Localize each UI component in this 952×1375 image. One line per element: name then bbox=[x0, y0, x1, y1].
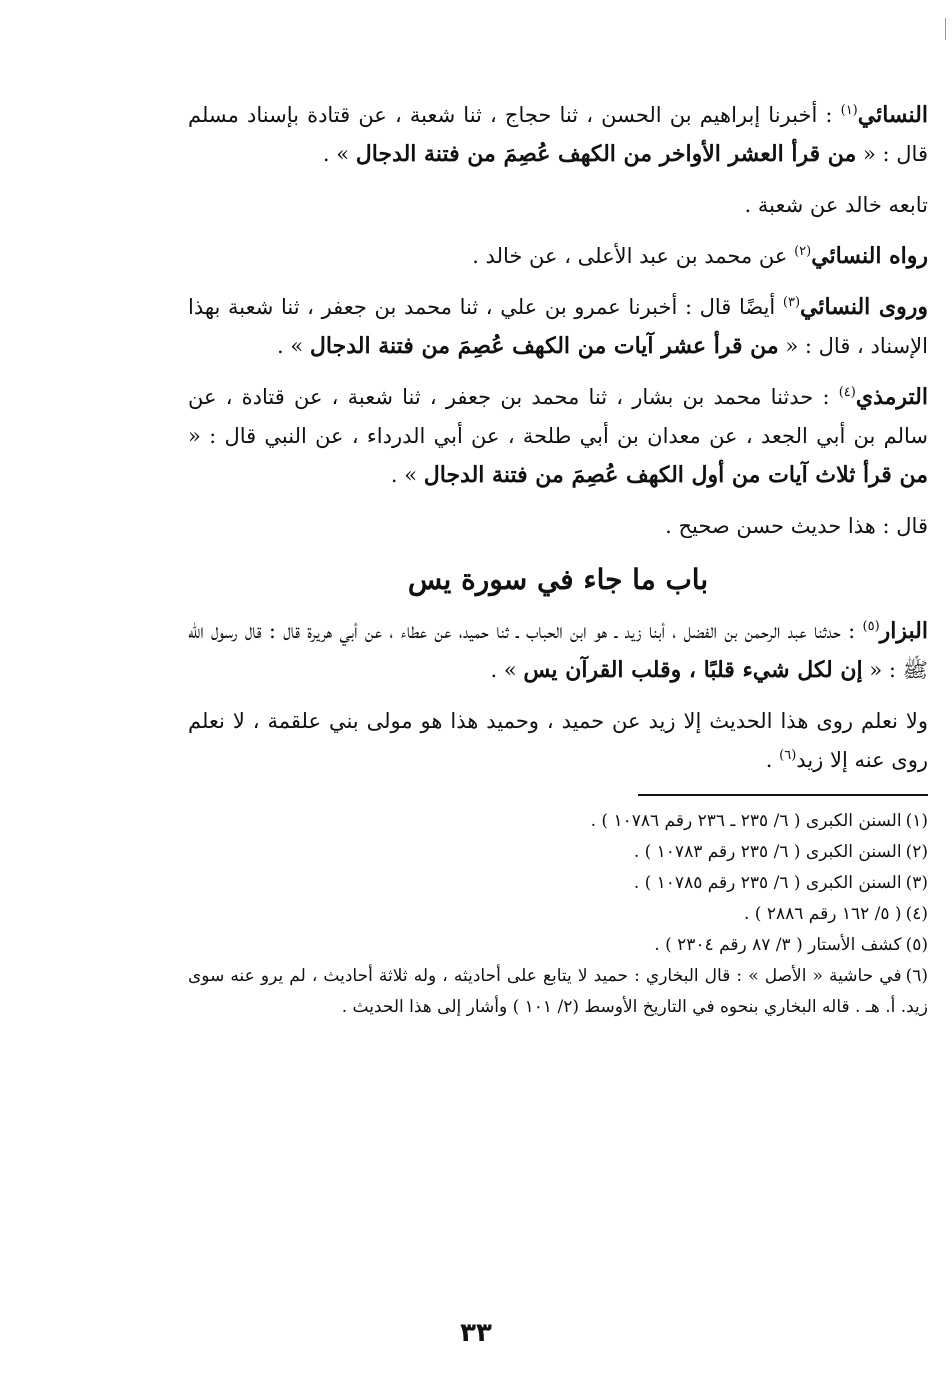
text-run: » . bbox=[322, 142, 356, 166]
paragraph-bazzar bbox=[188, 612, 928, 690]
footnote-ref: (٦) bbox=[779, 748, 797, 763]
bold-text: إن لكل شيء قلبًا ، وقلب القرآن يس bbox=[523, 657, 863, 683]
footnote-item bbox=[188, 899, 928, 930]
bold-text: رواه النسائي bbox=[811, 243, 928, 269]
bold-text: من قرأ ثلاث آيات من أول الكهف عُصِمَ من فتنة الدجال bbox=[423, 462, 928, 488]
bold-text: وروى النسائي bbox=[800, 294, 928, 320]
footnote-number: (٣) bbox=[905, 873, 928, 893]
footnote-item bbox=[188, 868, 928, 899]
footnote-item bbox=[188, 961, 928, 1023]
page-edge-mark bbox=[942, 18, 946, 40]
page-number: ٣٣ bbox=[460, 1318, 492, 1348]
text-run: تابعه خالد عن شعبة . bbox=[744, 193, 928, 217]
text-run: قال : هذا حديث حسن صحيح . bbox=[665, 514, 928, 538]
footnote-item bbox=[188, 930, 928, 961]
paragraph-qala-hasan bbox=[188, 507, 928, 546]
text-run: . bbox=[765, 748, 780, 772]
footnote-ref: (٥) bbox=[862, 619, 880, 634]
paragraph-nasai-1 bbox=[188, 96, 928, 174]
bold-text: من قرأ عشر آيات من الكهف عُصِمَ من فتنة الدجال bbox=[309, 333, 779, 359]
text-run: » . bbox=[490, 658, 524, 682]
bold-text: من قرأ العشر الأواخر من الكهف عُصِمَ من فتنة الدجال bbox=[355, 141, 857, 167]
text-run: أيضًا قال : أخبرنا عمرو بن علي ، ثنا محمد بن جعفر ، ثنا شعبة بهذا الإسناد ، قال : « bbox=[188, 295, 928, 358]
paragraph-tirmidhi bbox=[188, 378, 928, 495]
footnote-ref: (١) bbox=[840, 103, 858, 118]
paragraph-rawa-nasai bbox=[188, 288, 928, 366]
text-run: : حدثنا محمد بن بشار ، ثنا محمد بن جعفر ، ثنا شعبة ، عن قتادة ، عن سالم بن أبي الجعد ، عن معدان بن أبي طلحة ، عن أبي الدرداء ، عن النبي قال : « bbox=[188, 385, 928, 448]
footnotes bbox=[188, 806, 928, 1023]
text-run: : حدثنا عبد الرحمن بن الفضل ، أبنا زيد ـ هو ابن الحباب ـ ثنا حميد، عن عطاء ، عن أبي هريرة قال : قال رسول الله ﷺ : « bbox=[188, 619, 928, 682]
bold-text: النسائي bbox=[857, 102, 928, 128]
paragraph-tabaahu bbox=[188, 186, 928, 225]
paragraph-la-nalam bbox=[188, 702, 928, 780]
footnote-text: ( ٥/ ١٦٢ رقم ٢٨٨٦ ) . bbox=[744, 904, 902, 924]
footnote-ref: (٤) bbox=[838, 385, 856, 400]
footnote-number: (١) bbox=[905, 811, 928, 831]
footnote-separator bbox=[638, 794, 928, 796]
text-run: ولا نعلم روى هذا الحديث إلا زيد عن حميد ، وحميد هذا هو مولى بني علقمة ، لا نعلم روى عنه إلا زيد bbox=[188, 709, 928, 772]
footnote-number: (٢) bbox=[905, 842, 928, 862]
footnote-text: السنن الكبرى ( ٦/ ٢٣٥ ـ ٢٣٦ رقم ١٠٧٨٦ ) . bbox=[590, 811, 902, 831]
footnote-number: (٥) bbox=[905, 935, 928, 955]
footnote-text: في حاشية « الأصل » : قال البخاري : حميد لا يتابع على أحاديثه ، وله ثلاثة أحاديث ، لم يرو عنه سوى زيد. أ. هـ . قاله البخاري بنحوه في التاريخ الأوسط (٢/ ١٠١ ) وأشار إلى هذا الحديث . bbox=[188, 966, 928, 1017]
footnote-text: كشف الأستار ( ٣/ ٨٧ رقم ٢٣٠٤ ) . bbox=[654, 935, 902, 955]
footnote-number: (٦) bbox=[905, 966, 928, 986]
footnote-number: (٤) bbox=[905, 904, 928, 924]
text-run: » . bbox=[277, 334, 310, 358]
chapter-heading: باب ما جاء في سورة يس bbox=[407, 563, 709, 596]
footnote-text: السنن الكبرى ( ٦/ ٢٣٥ رقم ١٠٧٨٥ ) . bbox=[633, 873, 902, 893]
footnote-ref: (٣) bbox=[782, 295, 801, 310]
page-body bbox=[188, 96, 928, 1023]
main-text-after-heading bbox=[188, 612, 928, 780]
text-run: » . bbox=[390, 463, 424, 487]
footnote-item bbox=[188, 806, 928, 837]
footnote-item bbox=[188, 837, 928, 868]
bold-text: البزار bbox=[879, 618, 928, 644]
text-run: : أخبرنا إبراهيم بن الحسن ، ثنا حجاج ، ثنا شعبة ، عن قتادة بإسناد مسلم قال : « bbox=[188, 103, 928, 166]
main-text bbox=[188, 96, 928, 546]
footnote-text: السنن الكبرى ( ٦/ ٢٣٥ رقم ١٠٧٨٣ ) . bbox=[633, 842, 902, 862]
bold-text: الترمذي bbox=[855, 384, 928, 410]
paragraph-rawahu bbox=[188, 237, 928, 276]
text-run: عن محمد بن عبد الأعلى ، عن خالد . bbox=[472, 244, 795, 268]
footnote-ref: (٢) bbox=[794, 244, 812, 259]
